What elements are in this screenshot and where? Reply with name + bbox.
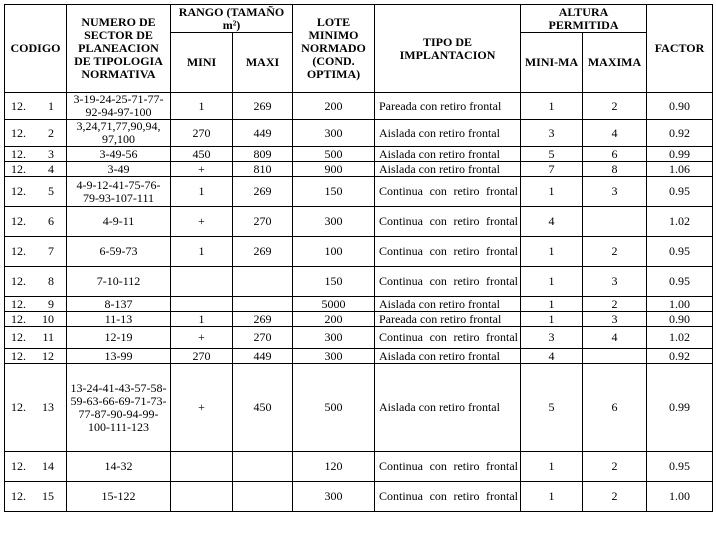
cell-lote: 900	[293, 162, 375, 177]
cell-factor: 0.92	[647, 349, 713, 364]
cell-codigo	[5, 207, 67, 237]
header-sector: NUMERO DE SECTOR DE PLANEACION DE TIPOLOGIA NORMATIVA	[67, 5, 171, 93]
header-minima: MINI-MA	[521, 33, 583, 93]
codigo-prefix: 12.	[11, 400, 26, 414]
cell-factor: 0.99	[647, 364, 713, 452]
cell-altura-minima: 3	[521, 120, 583, 147]
cell-sector: 3-19-24-25-71-77-92-94-97-100	[67, 93, 171, 120]
header-factor: FACTOR	[647, 5, 713, 93]
cell-tipo	[375, 237, 521, 267]
table-row	[5, 162, 713, 177]
codigo-number: 1	[48, 98, 54, 113]
cell-altura-maxima: 6	[583, 364, 647, 452]
tipo-text: Continua con retiro frontal	[379, 244, 518, 258]
cell-sector: 14-32	[67, 452, 171, 482]
cell-mini	[171, 452, 233, 482]
cell-factor: 1.02	[647, 327, 713, 349]
cell-factor: 0.90	[647, 93, 713, 120]
cell-lote: 300	[293, 482, 375, 512]
table-row	[5, 267, 713, 297]
cell-altura-minima: 4	[521, 349, 583, 364]
cell-codigo	[5, 349, 67, 364]
cell-tipo	[375, 267, 521, 297]
cell-altura-maxima: 6	[583, 147, 647, 162]
cell-tipo	[375, 93, 521, 120]
cell-altura-maxima: 2	[583, 237, 647, 267]
cell-sector: 3-49	[67, 162, 171, 177]
cell-lote: 120	[293, 452, 375, 482]
cell-tipo	[375, 364, 521, 452]
cell-maxi	[233, 482, 293, 512]
cell-tipo	[375, 349, 521, 364]
codigo-prefix: 12.	[11, 348, 26, 363]
cell-altura-minima: 1	[521, 452, 583, 482]
codigo-number: 15	[42, 489, 54, 503]
cell-tipo	[375, 297, 521, 312]
codigo-prefix: 12.	[11, 98, 26, 113]
cell-maxi: 810	[233, 162, 293, 177]
codigo-prefix: 12.	[11, 489, 26, 503]
codigo-number: 6	[48, 214, 54, 228]
cell-altura-maxima: 2	[583, 452, 647, 482]
cell-mini	[171, 482, 233, 512]
cell-altura-minima: 5	[521, 147, 583, 162]
cell-maxi: 449	[233, 120, 293, 147]
tipo-text: Aislada con retiro frontal	[379, 296, 500, 311]
cell-sector: 6-59-73	[67, 237, 171, 267]
cell-codigo	[5, 297, 67, 312]
codigo-prefix: 12.	[11, 311, 26, 326]
cell-mini: +	[171, 207, 233, 237]
cell-altura-maxima: 2	[583, 297, 647, 312]
codigo-number: 12	[42, 348, 54, 363]
cell-factor: 0.95	[647, 267, 713, 297]
header-codigo: CODIGO	[5, 5, 67, 93]
cell-altura-maxima	[583, 207, 647, 237]
codigo-prefix: 12.	[11, 125, 26, 140]
cell-maxi: 809	[233, 147, 293, 162]
cell-lote: 150	[293, 267, 375, 297]
table-row	[5, 297, 713, 312]
codigo-number: 14	[42, 459, 54, 473]
cell-mini	[171, 297, 233, 312]
tipo-text: Aislada con retiro frontal	[379, 125, 500, 140]
cell-lote: 300	[293, 327, 375, 349]
cell-sector: 3-49-56	[67, 147, 171, 162]
codigo-prefix: 12.	[11, 184, 26, 198]
table-row	[5, 327, 713, 349]
cell-tipo	[375, 177, 521, 207]
cell-tipo	[375, 482, 521, 512]
cell-lote: 300	[293, 120, 375, 147]
cell-altura-maxima: 3	[583, 177, 647, 207]
cell-altura-minima: 1	[521, 482, 583, 512]
cell-altura-maxima: 4	[583, 120, 647, 147]
tipo-text: Pareada con retiro frontal	[379, 311, 502, 326]
cell-altura-minima: 1	[521, 297, 583, 312]
cell-lote: 5000	[293, 297, 375, 312]
cell-altura-maxima: 3	[583, 267, 647, 297]
header-maxima: MAXIMA	[583, 33, 647, 93]
cell-factor: 0.99	[647, 147, 713, 162]
cell-altura-maxima: 4	[583, 327, 647, 349]
cell-lote: 150	[293, 177, 375, 207]
cell-altura-maxima: 3	[583, 312, 647, 327]
cell-lote: 300	[293, 207, 375, 237]
cell-mini: +	[171, 162, 233, 177]
codigo-number: 2	[48, 125, 54, 140]
codigo-number: 13	[42, 400, 54, 414]
cell-sector: 15-122	[67, 482, 171, 512]
table-row	[5, 452, 713, 482]
cell-tipo	[375, 162, 521, 177]
cell-tipo	[375, 452, 521, 482]
table-row	[5, 207, 713, 237]
tipo-text: Aislada con retiro frontal	[379, 348, 500, 363]
codigo-prefix: 12.	[11, 459, 26, 473]
cell-factor: 1.00	[647, 482, 713, 512]
cell-factor: 1.00	[647, 297, 713, 312]
cell-maxi	[233, 452, 293, 482]
cell-codigo	[5, 120, 67, 147]
cell-mini: 1	[171, 312, 233, 327]
cell-tipo	[375, 327, 521, 349]
cell-maxi	[233, 297, 293, 312]
cell-lote: 300	[293, 349, 375, 364]
tipo-text: Aislada con retiro frontal	[379, 400, 500, 414]
cell-altura-maxima: 8	[583, 162, 647, 177]
cell-maxi: 450	[233, 364, 293, 452]
cell-altura-maxima	[583, 349, 647, 364]
cell-sector: 4-9-12-41-75-76-79-93-107-111	[67, 177, 171, 207]
cell-factor: 1.06	[647, 162, 713, 177]
cell-tipo	[375, 207, 521, 237]
table-row	[5, 93, 713, 120]
cell-sector: 13-99	[67, 349, 171, 364]
cell-codigo	[5, 482, 67, 512]
codigo-number: 9	[48, 296, 54, 311]
cell-mini: 270	[171, 349, 233, 364]
cell-sector: 12-19	[67, 327, 171, 349]
cell-codigo	[5, 237, 67, 267]
table-body	[5, 93, 713, 512]
cell-altura-minima: 1	[521, 93, 583, 120]
cell-factor: 0.95	[647, 177, 713, 207]
table-row	[5, 120, 713, 147]
table-row	[5, 177, 713, 207]
header-tipo: TIPO DE IMPLANTACION	[375, 5, 521, 93]
cell-altura-minima: 3	[521, 327, 583, 349]
tipo-text: Pareada con retiro frontal	[379, 98, 502, 113]
header-altura: ALTURA PERMITIDA	[521, 5, 647, 33]
codigo-prefix: 12.	[11, 274, 26, 288]
cell-mini: 1	[171, 177, 233, 207]
table-row	[5, 349, 713, 364]
cell-altura-maxima: 2	[583, 93, 647, 120]
header-lote: LOTE MINIMO NORMADO (COND. OPTIMA)	[293, 5, 375, 93]
codigo-prefix: 12.	[11, 330, 26, 344]
codigo-number: 10	[42, 311, 54, 326]
codigo-number: 4	[48, 161, 54, 176]
header-mini: MINI	[171, 33, 233, 93]
codigo-prefix: 12.	[11, 161, 26, 176]
cell-tipo	[375, 147, 521, 162]
cell-altura-maxima: 2	[583, 482, 647, 512]
cell-mini	[171, 267, 233, 297]
cell-sector: 3,24,71,77,90,94, 97,100	[67, 120, 171, 147]
cell-maxi: 270	[233, 207, 293, 237]
codigo-prefix: 12.	[11, 214, 26, 228]
cell-lote: 200	[293, 93, 375, 120]
cell-lote: 100	[293, 237, 375, 267]
cell-codigo	[5, 147, 67, 162]
cell-mini: 450	[171, 147, 233, 162]
cell-sector: 11-13	[67, 312, 171, 327]
cell-codigo	[5, 452, 67, 482]
cell-tipo	[375, 120, 521, 147]
codigo-prefix: 12.	[11, 244, 26, 258]
cell-altura-minima: 1	[521, 312, 583, 327]
cell-codigo	[5, 93, 67, 120]
cell-codigo	[5, 177, 67, 207]
cell-mini: +	[171, 364, 233, 452]
cell-lote: 500	[293, 147, 375, 162]
table-row	[5, 364, 713, 452]
table-row	[5, 482, 713, 512]
codigo-number: 11	[42, 330, 54, 344]
cell-factor: 0.92	[647, 120, 713, 147]
cell-codigo	[5, 364, 67, 452]
cell-mini: +	[171, 327, 233, 349]
cell-codigo	[5, 312, 67, 327]
header-rango: RANGO (TAMAÑO m²)	[171, 5, 293, 33]
cell-maxi: 449	[233, 349, 293, 364]
cell-sector: 7-10-112	[67, 267, 171, 297]
codigo-number: 7	[48, 244, 54, 258]
codigo-number: 3	[48, 146, 54, 161]
cell-sector: 13-24-41-43-57-58-59-63-66-69-71-73-77-87-90-94-99-100-111-123	[67, 364, 171, 452]
table-row	[5, 312, 713, 327]
cell-factor: 0.90	[647, 312, 713, 327]
cell-mini: 1	[171, 93, 233, 120]
cell-altura-minima: 4	[521, 207, 583, 237]
cell-lote: 500	[293, 364, 375, 452]
cell-codigo	[5, 267, 67, 297]
cell-altura-minima: 7	[521, 162, 583, 177]
tipo-text: Continua con retiro frontal	[379, 184, 518, 198]
tipo-text: Continua con retiro frontal	[379, 330, 518, 344]
cell-mini: 270	[171, 120, 233, 147]
cell-maxi: 269	[233, 177, 293, 207]
cell-altura-minima: 1	[521, 237, 583, 267]
tipo-text: Continua con retiro frontal	[379, 214, 518, 228]
codigo-prefix: 12.	[11, 296, 26, 311]
cell-lote: 200	[293, 312, 375, 327]
cell-sector: 4-9-11	[67, 207, 171, 237]
cell-maxi: 269	[233, 237, 293, 267]
codigo-number: 8	[48, 274, 54, 288]
cell-altura-minima: 5	[521, 364, 583, 452]
cell-codigo	[5, 162, 67, 177]
codigo-prefix: 12.	[11, 146, 26, 161]
cell-factor: 1.02	[647, 207, 713, 237]
tipo-text: Continua con retiro frontal	[379, 274, 518, 288]
cell-altura-minima: 1	[521, 177, 583, 207]
cell-tipo	[375, 312, 521, 327]
header-maxi: MAXI	[233, 33, 293, 93]
cell-maxi	[233, 267, 293, 297]
cell-codigo	[5, 327, 67, 349]
cell-maxi: 269	[233, 93, 293, 120]
codigo-number: 5	[48, 184, 54, 198]
table-row	[5, 147, 713, 162]
tipo-text: Aislada con retiro frontal	[379, 146, 500, 161]
tipo-text: Continua con retiro frontal	[379, 459, 518, 473]
normative-table	[4, 4, 713, 512]
cell-mini: 1	[171, 237, 233, 267]
cell-factor: 0.95	[647, 452, 713, 482]
table-row	[5, 237, 713, 267]
cell-maxi: 270	[233, 327, 293, 349]
cell-factor: 0.95	[647, 237, 713, 267]
cell-maxi: 269	[233, 312, 293, 327]
cell-altura-minima: 1	[521, 267, 583, 297]
tipo-text: Continua con retiro frontal	[379, 489, 518, 503]
cell-sector: 8-137	[67, 297, 171, 312]
tipo-text: Aislada con retiro frontal	[379, 161, 500, 176]
